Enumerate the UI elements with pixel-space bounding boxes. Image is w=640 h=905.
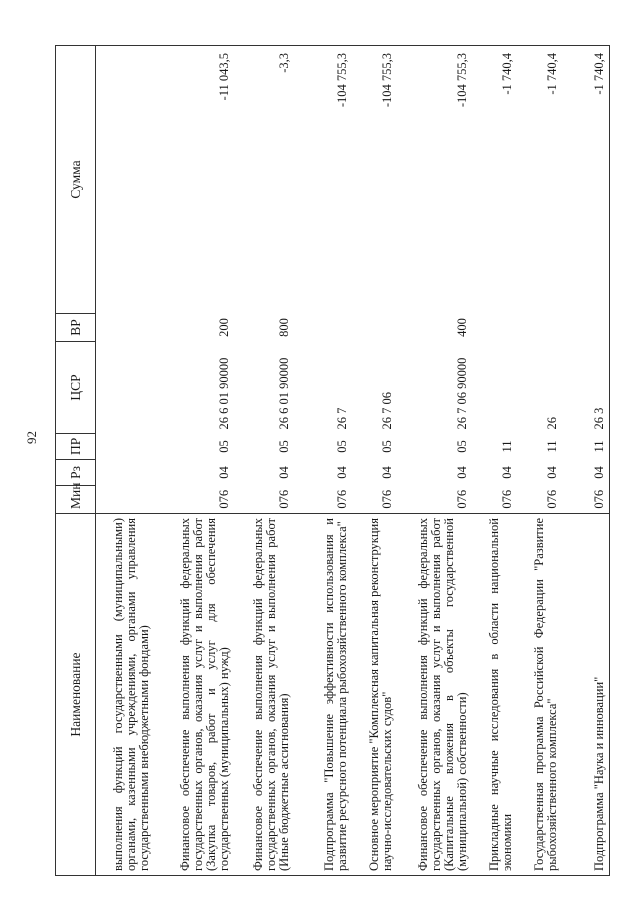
row-rz: 04 — [544, 466, 559, 479]
header-sum: Сумма — [56, 46, 96, 314]
row-name: Подпрограмма "Наука и инновации" — [562, 514, 610, 876]
table-row — [234, 46, 294, 876]
row-name: Прикладные научные исследования в области национальной экономики — [472, 514, 517, 876]
row-csr — [96, 342, 154, 434]
row-sum: -11 043,5 — [154, 46, 234, 314]
row-name: выполнения функций государственными (муниципальными) органами, казенными учреждениями, органами управления государственными внебюджетными фондами) — [96, 514, 154, 876]
budget-table — [55, 45, 610, 876]
row-min — [96, 486, 154, 514]
row-csr: 26 — [544, 417, 559, 430]
header-min: Мин — [56, 486, 96, 514]
row-min: 076 — [216, 489, 231, 509]
row-vr — [472, 314, 517, 342]
header-csr: ЦСР — [56, 342, 96, 434]
row-csr: 26 7 — [334, 407, 349, 430]
row-name: Основное мероприятие "Комплексная капитальная реконструкция научно-исследовательских судов" — [352, 514, 397, 876]
row-name: Финансовое обеспечение выполнения функций федеральных государственных органов, оказания услуг и выполнения работ (Капитальные вложения в объекты государственной (муниципальной) собственности) — [397, 514, 472, 876]
row-vr: 400 — [454, 318, 469, 337]
row-rz: 04 — [216, 466, 231, 479]
row-pr — [96, 434, 154, 460]
row-rz: 04 — [334, 466, 349, 479]
table-row — [562, 46, 610, 876]
row-min: 076 — [454, 489, 469, 509]
header-row — [56, 46, 96, 876]
row-sum: -104 755,3 — [294, 46, 352, 314]
table-row — [96, 46, 154, 876]
table-row — [352, 46, 397, 876]
row-name: Подпрограмма "Повышение эффективности использования и развитие ресурсного потенциала рыбохозяйственного комплекса" — [294, 514, 352, 876]
row-vr: 200 — [216, 318, 231, 337]
header-vr: ВР — [56, 314, 96, 342]
row-csr: 26 6 01 90000 — [216, 357, 231, 430]
row-sum: -104 755,3 — [352, 46, 397, 314]
row-rz: 04 — [562, 460, 610, 486]
row-rz: 04 — [454, 466, 469, 479]
row-sum: -1 740,4 — [472, 46, 517, 314]
row-rz: 04 — [379, 466, 394, 479]
row-csr: 26 7 06 90000 — [454, 357, 469, 430]
row-pr: 05 — [334, 440, 349, 453]
row-rz: 04 — [276, 466, 291, 479]
row-pr: 11 — [499, 440, 514, 453]
row-vr — [96, 314, 154, 342]
row-min: 076 — [499, 489, 514, 509]
row-pr: 05 — [276, 440, 291, 453]
table-row — [154, 46, 234, 876]
row-pr: 05 — [216, 440, 231, 453]
row-min: 076 — [379, 489, 394, 509]
row-pr: 11 — [562, 434, 610, 460]
header-rz: Рз — [56, 460, 96, 486]
row-pr: 05 — [379, 440, 394, 453]
row-vr — [294, 314, 352, 342]
row-rz — [96, 460, 154, 486]
row-pr: 11 — [544, 440, 559, 453]
row-sum — [96, 46, 154, 314]
row-csr — [472, 342, 517, 434]
row-vr — [562, 314, 610, 342]
row-sum: -1 740,4 — [517, 46, 562, 314]
row-csr: 26 3 — [562, 342, 610, 434]
row-vr — [517, 314, 562, 342]
row-sum: -3,3 — [234, 46, 294, 314]
row-min: 076 — [544, 489, 559, 509]
row-name: Государственная программа Российской Федерации "Развитие рыбохозяйственного комплекса" — [517, 514, 562, 876]
row-csr: 26 6 01 90000 — [276, 357, 291, 430]
row-min: 076 — [276, 489, 291, 509]
table-row — [397, 46, 472, 876]
page-number: 92 — [24, 431, 39, 444]
row-pr: 05 — [454, 440, 469, 453]
header-pr: ПР — [56, 434, 96, 460]
row-name: Финансовое обеспечение выполнения функций федеральных государственных органов, оказания услуг и выполнения работ (Иные бюджетные ассигнования) — [234, 514, 294, 876]
row-vr — [352, 314, 397, 342]
row-min: 076 — [562, 486, 610, 514]
row-sum: -1 740,4 — [562, 46, 610, 314]
row-vr: 800 — [276, 318, 291, 337]
table-row — [294, 46, 352, 876]
rotated-page-content — [55, 46, 610, 876]
row-min: 076 — [334, 489, 349, 509]
row-sum: -104 755,3 — [397, 46, 472, 314]
row-name: Финансовое обеспечение выполнения функций федеральных государственных органов, оказания услуг и выполнения работ (Закупка товаров, работ и услуг для обеспечения государственных (муниципальных) нужд) — [154, 514, 234, 876]
row-rz: 04 — [499, 466, 514, 479]
table-row — [517, 46, 562, 876]
header-name: Наименование — [56, 514, 96, 876]
table-row — [472, 46, 517, 876]
row-csr: 26 7 06 — [379, 392, 394, 430]
